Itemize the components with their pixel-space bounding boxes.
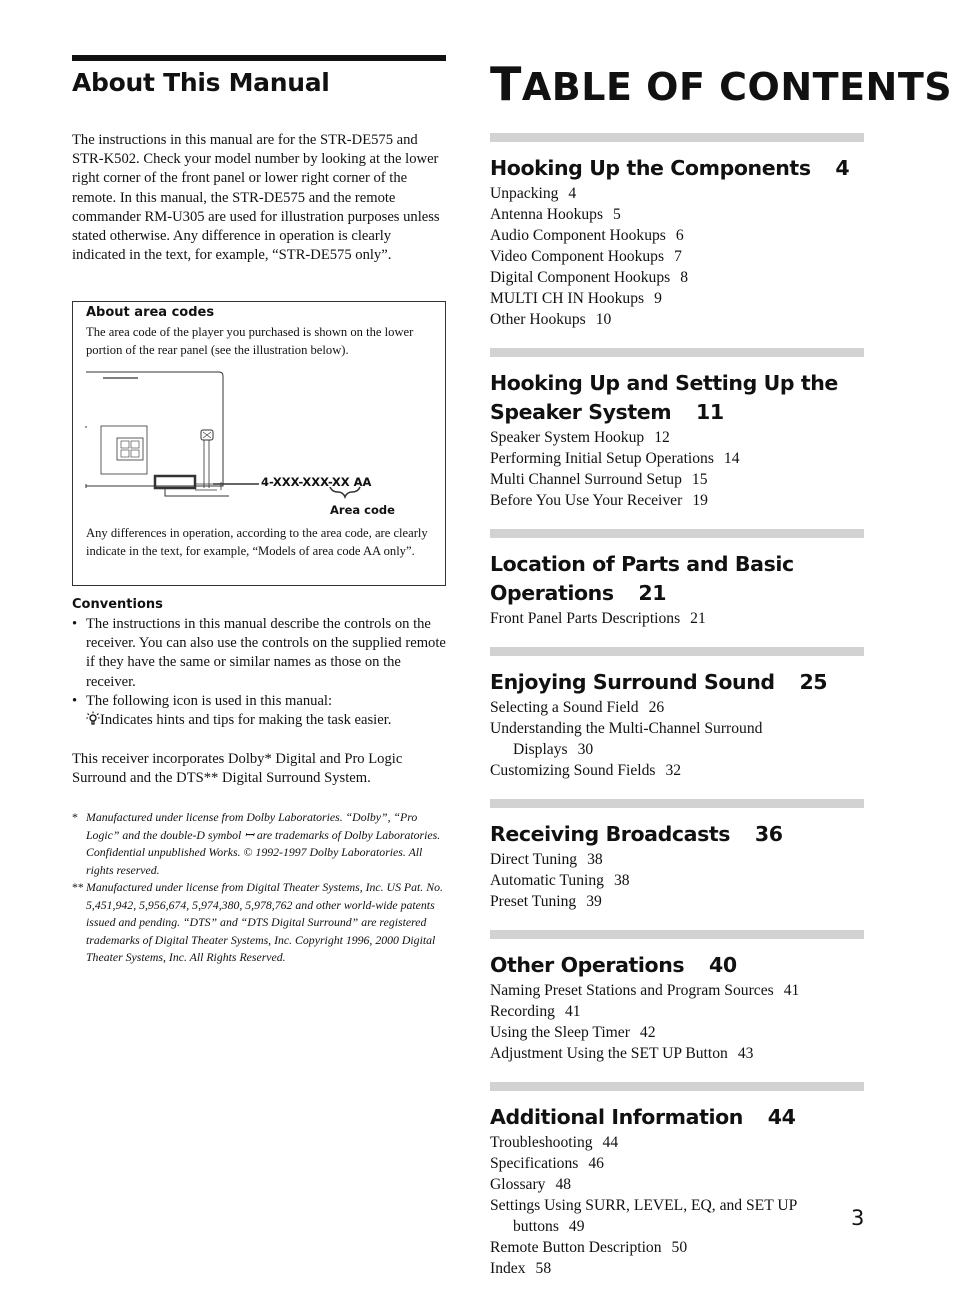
toc-entry[interactable]: Using the Sleep Timer 42 <box>490 1024 656 1041</box>
toc-entry[interactable]: Recording 41 <box>490 1003 581 1020</box>
entry-page-number: 12 <box>654 429 670 446</box>
toc-section-heading[interactable]: Hooking Up the Components 4 <box>490 156 850 180</box>
toc-section-heading[interactable]: Location of Parts and Basic Operations 21 <box>490 552 794 605</box>
tip-line: Indicates hints and tips for making the task easier. <box>72 711 446 730</box>
toc-entry[interactable]: Before You Use Your Receiver 19 <box>490 492 708 509</box>
toc-section <box>490 799 864 912</box>
toc-entry[interactable]: Remote Button Description 50 <box>490 1239 688 1256</box>
section-divider-bar <box>490 348 864 357</box>
entry-page-number: 15 <box>691 471 708 488</box>
area-codes-box <box>72 301 446 586</box>
section-page-number: 4 <box>835 156 850 180</box>
section-page-number: 44 <box>767 1105 796 1129</box>
toc-entry[interactable]: Antenna Hookups 5 <box>490 206 621 223</box>
entry-page-number: 10 <box>595 311 612 328</box>
toc-entry[interactable]: Video Component Hookups 7 <box>490 248 682 265</box>
lightbulb-icon <box>86 711 100 726</box>
toc-entry[interactable]: Performing Initial Setup Operations 14 <box>490 450 740 467</box>
code-label: 4-XXX-XXX-XX AA <box>261 475 372 489</box>
entry-page-number: 21 <box>690 610 706 627</box>
top-rule <box>72 55 446 61</box>
about-manual-column <box>72 55 446 964</box>
table-of-contents <box>490 133 864 1297</box>
entry-page-number: 30 <box>577 741 594 758</box>
section-page-number: 11 <box>695 400 724 424</box>
entry-page-number: 8 <box>680 269 688 286</box>
section-page-number: 25 <box>799 670 828 694</box>
footnotes <box>72 809 446 967</box>
toc-entry[interactable]: Adjustment Using the SET UP Button 43 <box>490 1045 754 1062</box>
footnote-dolby: * Manufactured under license from Dolby Laboratories. “Dolby”, “Pro Logic” and the double-D symbol ꟷ are trademarks of Dolby Laboratories. Confidential unpublished Works. © 1992-1997 Dolby Laboratories. All rights reserved. <box>72 810 441 877</box>
entry-page-number: 49 <box>568 1218 585 1235</box>
rear-panel-illustration <box>83 366 443 516</box>
toc-entry[interactable]: Automatic Tuning 38 <box>490 872 630 889</box>
section-page-number: 36 <box>754 822 783 846</box>
entry-page-number: 41 <box>564 1003 581 1020</box>
conventions-title: Conventions <box>72 597 163 612</box>
toc-section-heading[interactable]: Additional Information 44 <box>490 1105 796 1129</box>
toc-entry[interactable]: Index 58 <box>490 1260 552 1277</box>
section-page-number: 21 <box>638 581 667 605</box>
conventions-section <box>72 597 446 730</box>
entry-page-number: 19 <box>692 492 708 509</box>
conventions-bullet: • The instructions in this manual describe the controls on the receiver. You can also use the controls on the supplied remote if they have the same or similar names as those on the receiver. <box>72 616 446 690</box>
entry-page-number: 6 <box>675 227 684 244</box>
section-divider-bar <box>490 133 864 142</box>
toc-entry[interactable]: Digital Component Hookups 8 <box>490 269 688 286</box>
entry-page-number: 26 <box>648 699 665 716</box>
area-codes-title: About area codes <box>86 305 215 320</box>
toc-section <box>490 1082 864 1279</box>
toc-section-heading[interactable]: Receiving Broadcasts 36 <box>490 822 783 846</box>
area-codes-note: Any differences in operation, according to the area code, are clearly indicate in the text, for example, “Models of area code AA only”. <box>86 526 428 558</box>
toc-section <box>490 647 864 781</box>
toc-section-heading[interactable]: Hooking Up and Setting Up the Speaker System 11 <box>490 371 838 424</box>
page-number: 3 <box>851 1206 865 1230</box>
section-divider-bar <box>490 930 864 939</box>
entry-page-number: 7 <box>674 248 682 265</box>
area-codes-text: The area code of the player you purchased is shown on the lower portion of the rear panel (see the illustration below). <box>86 325 414 357</box>
toc-entry[interactable]: MULTI CH IN Hookups 9 <box>490 290 662 307</box>
entry-page-number: 32 <box>665 762 682 779</box>
section-page-number: 40 <box>708 953 737 977</box>
entry-page-number: 41 <box>783 982 800 999</box>
about-title: About This Manual <box>72 68 330 97</box>
toc-entry[interactable]: Customizing Sound Fields 32 <box>490 762 682 779</box>
toc-entry[interactable]: Glossary 48 <box>490 1176 572 1193</box>
entry-page-number: 58 <box>535 1260 552 1277</box>
toc-section <box>490 930 864 1064</box>
intro-paragraph: The instructions in this manual are for the STR-DE575 and STR-K502. Check your model number by looking at the lower right corner of the front panel or lower right corner of the remote. In this manual, the STR-DE575 and the remote commander RM-U305 are used for illustration purposes unless stated otherwise. Any difference in operation is clearly indicated in the text, for example, “STR-DE575 only”. <box>72 132 440 264</box>
toc-entry[interactable]: Understanding the Multi-Channel Surround Displays 30 <box>490 720 763 758</box>
entry-page-number: 38 <box>613 872 630 889</box>
entry-page-number: 14 <box>723 450 740 467</box>
toc-entry[interactable]: Preset Tuning 39 <box>490 893 602 910</box>
entry-page-number: 46 <box>588 1155 604 1172</box>
section-divider-bar <box>490 799 864 808</box>
toc-entry[interactable]: Naming Preset Stations and Program Sources 41 <box>490 982 800 999</box>
toc-entry[interactable]: Multi Channel Surround Setup 15 <box>490 471 708 488</box>
entry-page-number: 43 <box>737 1045 754 1062</box>
conventions-bullet: • The following icon is used in this manual: <box>72 692 333 709</box>
dolby-dts-paragraph: This receiver incorporates Dolby* Digital and Pro Logic Surround and the DTS** Digital Surround System. <box>72 751 403 787</box>
footnote-dts: ** Manufactured under license from Digital Theater Systems, Inc. US Pat. No. 5,451,942, 5,956,674, 5,974,380, 5,978,762 and other world-wide patents issued and pending. “DTS” and “DTS Digital Surround” are registered trademarks of Digital Theater Systems, Inc. Copyright 1996, 2000 Digital Theater Systems, Inc. All Rights Reserved. <box>72 880 443 964</box>
entry-page-number: 39 <box>586 893 602 910</box>
toc-entry[interactable]: Specifications 46 <box>490 1155 604 1172</box>
toc-section-heading[interactable]: Other Operations 40 <box>490 953 737 977</box>
entry-page-number: 4 <box>568 185 577 202</box>
toc-title: TABLE OF CONTENTS <box>490 57 953 111</box>
toc-section <box>490 348 864 511</box>
toc-entry[interactable]: Other Hookups 10 <box>490 311 612 328</box>
entry-page-number: 48 <box>555 1176 572 1193</box>
toc-entry[interactable]: Unpacking 4 <box>490 185 577 202</box>
section-divider-bar <box>490 647 864 656</box>
toc-entry[interactable]: Troubleshooting 44 <box>490 1134 619 1151</box>
section-divider-bar <box>490 529 864 538</box>
area-code-label: Area code <box>330 503 395 516</box>
toc-section <box>490 133 864 330</box>
toc-entry[interactable]: Direct Tuning 38 <box>490 851 603 868</box>
section-divider-bar <box>490 1082 864 1091</box>
entry-page-number: 38 <box>587 851 603 868</box>
entry-page-number: 44 <box>602 1134 619 1151</box>
toc-entry[interactable]: Front Panel Parts Descriptions 21 <box>490 610 706 627</box>
entry-page-number: 5 <box>613 206 621 223</box>
toc-section <box>490 529 864 629</box>
entry-page-number: 50 <box>671 1239 688 1256</box>
toc-section-heading[interactable]: Enjoying Surround Sound 25 <box>490 670 828 694</box>
toc-entry[interactable]: Settings Using SURR, LEVEL, EQ, and SET UP buttons 49 <box>490 1197 798 1235</box>
entry-page-number: 9 <box>654 290 662 307</box>
toc-entry[interactable]: Audio Component Hookups 6 <box>490 227 684 244</box>
entry-page-number: 42 <box>639 1024 656 1041</box>
toc-entry[interactable]: Selecting a Sound Field 26 <box>490 699 665 716</box>
toc-entry[interactable]: Speaker System Hookup 12 <box>490 429 670 446</box>
